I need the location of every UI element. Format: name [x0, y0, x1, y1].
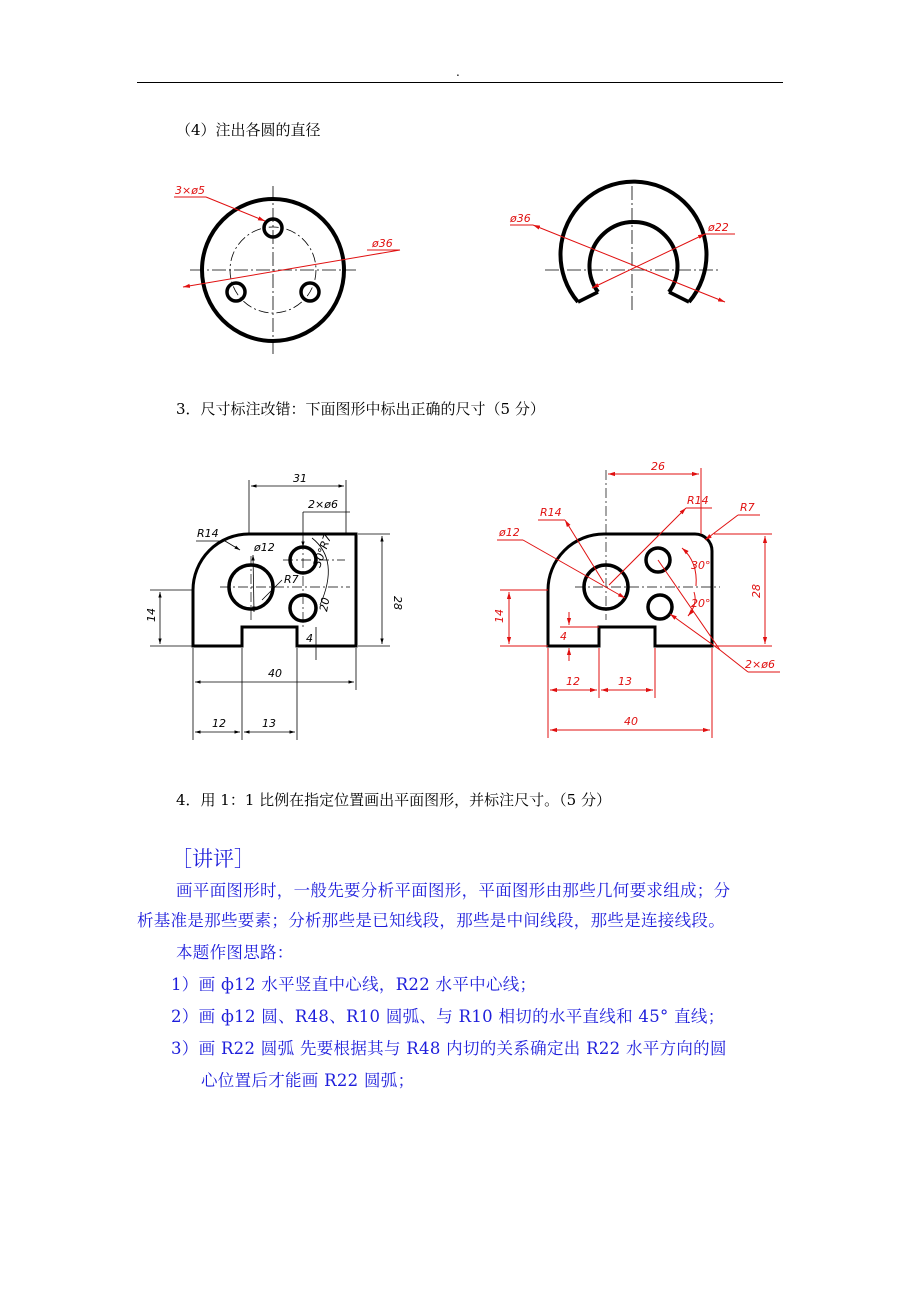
dim-r14b: R14 [687, 494, 709, 507]
review-p1-line1: 画平面图形时，一般先要分析平面图形，平面图形由那些几何要求组成；分 [176, 881, 731, 900]
dim-h28: 28 [750, 584, 763, 598]
dim-wrong-w40: 40 [268, 667, 282, 680]
dim-wrong-d12: ø12 [254, 541, 275, 554]
dim-ang30: 30° [691, 559, 711, 572]
dim-r7: R7 [740, 501, 755, 514]
dim-ang20: 20° [691, 597, 711, 610]
label-outer: ø36 [372, 237, 393, 250]
fig-correct-dimensions [493, 460, 780, 738]
dim-wrong-w12: 12 [212, 717, 226, 730]
review-p1-line2: 析基准是那些要素；分析那些是已知线段，那些是中间线段，那些是连接线段。 [137, 911, 725, 930]
dim-w40: 40 [624, 715, 638, 728]
review-step2: 2）画 ф12 圆、R48、R10 圆弧、与 R10 相切的水平直线和 45° 直线； [171, 1007, 725, 1026]
dim-w13: 13 [618, 675, 632, 688]
review-p2: 本题作图思路： [176, 943, 294, 962]
dim-d12: ø12 [499, 526, 520, 539]
dim-wrong-ang20: 20 [317, 596, 333, 613]
review-step3-line1: 3）画 R22 圆弧 先要根据其与 R48 内切的关系确定出 R22 水平方向的圆 [171, 1039, 727, 1058]
dim-wrong-top: 31 [293, 472, 307, 485]
label-ring-outer: ø36 [510, 212, 531, 225]
dim-wrong-holes: 2×ø6 [308, 498, 338, 511]
q4-title: 4．用 1：1 比例在指定位置画出平面图形，并标注尺寸。（5 分） [176, 791, 611, 809]
dim-wrong-r7: R7 [284, 573, 299, 586]
dim-h14: 14 [493, 609, 506, 623]
dim-h4: 4 [560, 630, 567, 643]
q3-title: 3．尺寸标注改错：下面图形中标出正确的尺寸（5 分） [176, 400, 545, 418]
review-heading: ［讲评］ [171, 847, 255, 871]
dim-r14a: R14 [540, 506, 562, 519]
dim-wrong-h4: 4 [306, 632, 313, 645]
review-step3-line2: 心位置后才能画 R22 圆弧； [201, 1071, 415, 1090]
section4-title: （4）注出各圆的直径 [176, 121, 321, 139]
dim-holes: 2×ø6 [745, 658, 775, 671]
dim-w12: 12 [566, 675, 580, 688]
dim-wrong-r14: R14 [197, 527, 219, 540]
fig-split-ring [509, 182, 735, 312]
dim-wrong-h14: 14 [145, 608, 158, 622]
dim-top: 26 [651, 460, 665, 473]
dim-wrong-w13: 13 [262, 717, 276, 730]
header-mark: . [456, 65, 460, 79]
fig-circle-three-holes [174, 184, 400, 354]
dim-wrong-ang30: 30°R7 [310, 532, 335, 570]
dim-wrong-h28: 28 [391, 596, 404, 610]
fig-wrong-dimensions [145, 472, 404, 740]
label-ring-inner: ø22 [708, 221, 729, 234]
label-holes: 3×ø5 [175, 184, 205, 197]
review-step1: 1）画 ф12 水平竖直中心线，R22 水平中心线； [171, 975, 537, 994]
